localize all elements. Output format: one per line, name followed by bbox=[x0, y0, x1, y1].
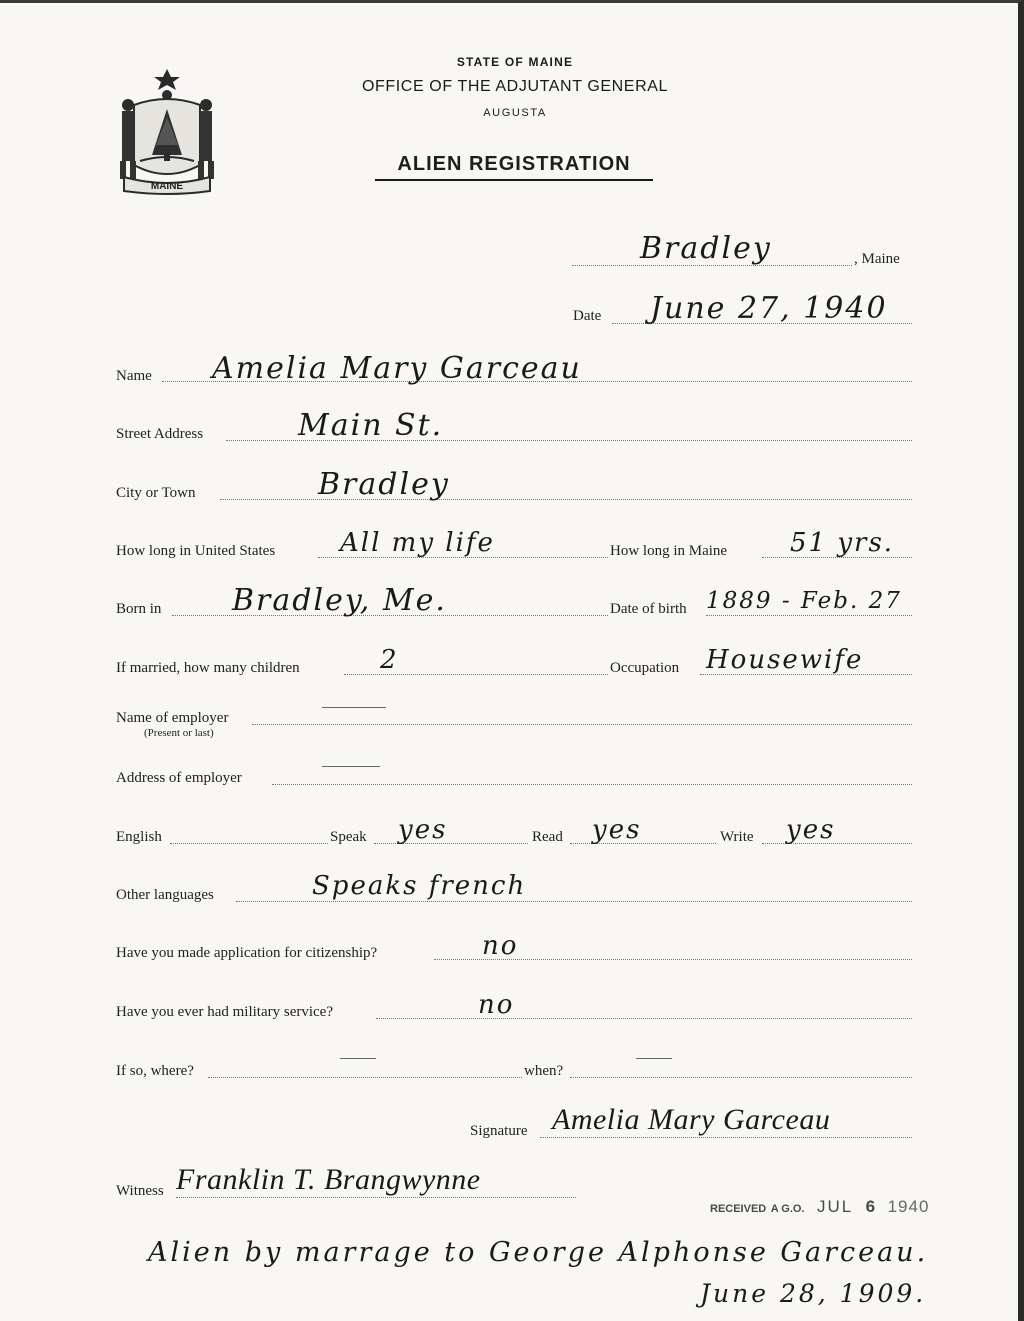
note-line-1: Alien by marrage to George Alphonse Garceau. bbox=[148, 1237, 929, 1268]
town-value[interactable]: Bradley bbox=[640, 231, 772, 266]
employer-name-line bbox=[252, 724, 912, 725]
note-line-2: June 28, 1909. bbox=[700, 1279, 927, 1308]
us-duration-label: How long in United States bbox=[116, 543, 276, 559]
other-languages-label: Other languages bbox=[116, 887, 214, 903]
stamp-year: 1940 bbox=[887, 1197, 930, 1216]
date-value[interactable]: June 27, 1940 bbox=[650, 291, 888, 326]
write-label: Write bbox=[720, 829, 754, 845]
signature-label: Signature bbox=[470, 1123, 528, 1139]
stamp-day: 6 bbox=[865, 1197, 876, 1216]
maine-duration-value[interactable]: 51 yrs. bbox=[790, 528, 895, 558]
military-line bbox=[376, 1018, 912, 1019]
street-value[interactable]: Main St. bbox=[298, 408, 444, 443]
signature-value[interactable]: Amelia Mary Garceau bbox=[552, 1103, 831, 1136]
header-state: STATE OF MAINE bbox=[456, 55, 574, 69]
when-dash bbox=[636, 1058, 672, 1059]
employer-name-label: Name of employer bbox=[116, 710, 229, 726]
stamp-office: A G.O. bbox=[770, 1203, 805, 1215]
citizenship-value[interactable]: no bbox=[482, 931, 519, 961]
where-label: If so, where? bbox=[116, 1063, 194, 1079]
military-label: Have you ever had military service? bbox=[116, 1004, 333, 1020]
stamp-received: RECEIVED bbox=[710, 1203, 767, 1215]
witness-line bbox=[176, 1197, 576, 1198]
dob-label: Date of birth bbox=[610, 601, 687, 617]
born-in-value[interactable]: Bradley, Me. bbox=[232, 583, 447, 618]
read-label: Read bbox=[532, 829, 563, 845]
witness-label: Witness bbox=[116, 1183, 164, 1199]
born-in-label: Born in bbox=[116, 601, 162, 617]
employer-address-dash bbox=[322, 766, 380, 767]
form-title: ALIEN REGISTRATION bbox=[375, 153, 653, 181]
speak-value[interactable]: yes bbox=[398, 815, 448, 845]
street-label: Street Address bbox=[116, 426, 204, 442]
military-value[interactable]: no bbox=[478, 990, 515, 1020]
state-label: , Maine bbox=[854, 251, 900, 267]
dob-value[interactable]: 1889 - Feb. 27 bbox=[706, 588, 902, 614]
other-languages-value[interactable]: Speaks french bbox=[312, 871, 527, 901]
received-stamp bbox=[710, 1197, 929, 1217]
signature-line bbox=[540, 1137, 912, 1138]
children-value[interactable]: 2 bbox=[380, 645, 399, 675]
name-value[interactable]: Amelia Mary Garceau bbox=[212, 351, 582, 386]
occupation-label: Occupation bbox=[610, 660, 680, 676]
employer-address-line bbox=[272, 784, 912, 785]
citizenship-label: Have you made application for citizenship? bbox=[116, 945, 378, 961]
other-languages-line bbox=[236, 901, 912, 902]
date-label: Date bbox=[573, 308, 602, 324]
header-office: OFFICE OF THE ADJUTANT GENERAL bbox=[361, 78, 669, 95]
where-dash bbox=[340, 1058, 376, 1059]
write-value[interactable]: yes bbox=[786, 815, 836, 845]
witness-value[interactable]: Franklin T. Brangwynne bbox=[176, 1163, 481, 1196]
children-label: If married, how many children bbox=[116, 660, 300, 676]
english-label: English bbox=[116, 829, 162, 845]
employer-name-sublabel: (Present or last) bbox=[144, 727, 214, 739]
city-value[interactable]: Bradley bbox=[318, 467, 450, 502]
when-line bbox=[570, 1077, 912, 1078]
header-city: AUGUSTA bbox=[483, 107, 547, 119]
dob-line bbox=[706, 615, 912, 616]
occupation-value[interactable]: Housewife bbox=[706, 645, 864, 675]
employer-name-dash bbox=[322, 707, 386, 708]
stamp-month: JUL bbox=[816, 1197, 854, 1216]
us-duration-value[interactable]: All my life bbox=[340, 528, 495, 558]
when-label: when? bbox=[524, 1063, 564, 1079]
maine-duration-label: How long in Maine bbox=[610, 543, 728, 559]
speak-label: Speak bbox=[330, 829, 367, 845]
employer-address-label: Address of employer bbox=[116, 770, 242, 786]
write-line bbox=[762, 843, 912, 844]
read-value[interactable]: yes bbox=[592, 815, 642, 845]
name-label: Name bbox=[116, 368, 152, 384]
seal-text: MAINE bbox=[150, 181, 184, 192]
city-label: City or Town bbox=[116, 485, 196, 501]
where-line bbox=[208, 1077, 522, 1078]
maine-seal-icon bbox=[112, 65, 222, 197]
english-line bbox=[170, 843, 328, 844]
